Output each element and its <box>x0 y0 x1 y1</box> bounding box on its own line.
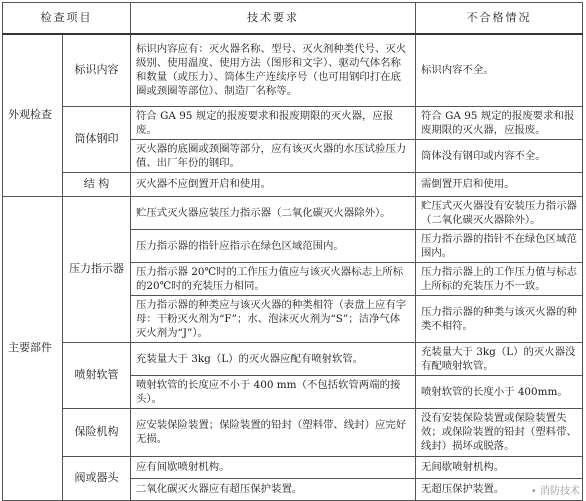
nonconformity-cell: 筒体没有钢印或内容不全。 <box>416 139 583 172</box>
subitem-safety: 保险机构 <box>63 408 131 456</box>
table-row <box>3 106 583 139</box>
requirement-cell: 应有间歇喷射机构。 <box>131 456 416 478</box>
requirement-cell: 二氧化碳灭火器应有超压保护装置。 <box>131 478 416 500</box>
requirement-cell: 符合 GA 95 规定的报废要求和报废期限的灭火器，应报废。 <box>131 106 416 139</box>
nonconformity-cell: 标识内容不全。 <box>416 34 583 106</box>
nonconformity-cell: 压力指示器的指针不在绿色区域范围内。 <box>416 229 583 262</box>
nonconformity-cell: 喷射软管的长度小于 400mm。 <box>416 375 583 408</box>
category-appearance: 外观检查 <box>3 34 63 196</box>
requirement-cell: 灭火器的底圈或颈圈等部分，应有该灭火器的水压试验压力值、出厂年份的钢印。 <box>131 139 416 172</box>
table-row <box>3 408 583 456</box>
table-header-row <box>3 3 583 35</box>
requirement-cell: 压力指示器 20℃时的工作压力值应与该灭火器标志上所标的20℃时的充装压力相同。 <box>131 262 416 295</box>
requirement-cell: 灭火器不应倒置开启和使用。 <box>131 172 416 196</box>
table-row <box>3 196 583 229</box>
nonconformity-cell: 无间歇喷射机构。 <box>416 456 583 478</box>
nonconformity-cell: 贮压式灭火器没有安装压力指示器（二氧化碳灭火器除外）。 <box>416 196 583 229</box>
subitem-structure: 结 构 <box>63 172 131 196</box>
subitem-cylinder-stamp: 筒体钢印 <box>63 106 131 172</box>
subitem-pressure-gauge: 压力指示器 <box>63 196 131 342</box>
nonconformity-cell: 压力指示器上的工作压力值与标志上所标的充装压力不一致。 <box>416 262 583 295</box>
requirement-cell: 标识内容应有：灭火器名称、型号、灭火剂种类代号、灭火级别、使用温度、使用方法（图形和文字）、驱动气体名称和数量（或压力）、筒体生产连续序号（也可用钢印打在底圈或颈圈等部位）、制造厂名称等。 <box>131 34 416 106</box>
nonconformity-cell: 需倒置开启和使用。 <box>416 172 583 196</box>
table-row <box>3 34 583 106</box>
nonconformity-cell: 符合 GA 95 规定的报废要求和报废期限的灭火器，应报废。 <box>416 106 583 139</box>
requirement-cell: 压力指示器的指针应指示在绿色区域范围内。 <box>131 229 416 262</box>
inspection-table <box>2 2 583 501</box>
subitem-label-tag: 标识内容 <box>63 34 131 106</box>
header-requirement: 技术要求 <box>131 3 416 35</box>
requirement-cell: 喷射软管的长度应不小于 400 mm（不包括软管两端的接头）。 <box>131 375 416 408</box>
requirement-cell: 应安装保险装置；保险装置的铅封（塑料带、线封）应完好无损。 <box>131 408 416 456</box>
header-item: 检查项目 <box>3 3 131 35</box>
subitem-hose: 喷射软管 <box>63 342 131 408</box>
requirement-cell: 贮压式灭火器应装压力指示器（二氧化碳灭火器除外）。 <box>131 196 416 229</box>
requirement-cell: 压力指示器的种类应与该灭火器的种类相符（表盘上应有字母：干粉灭火剂为“F”；水、泡沫灭火剂为“S”；洁净气体灭火剂为“J”）。 <box>131 295 416 342</box>
nonconformity-cell: 无超压保护装置。 <box>416 478 583 500</box>
subitem-valve: 阀或器头 <box>63 456 131 500</box>
header-nonconformity: 不合格情况 <box>416 3 583 35</box>
nonconformity-cell: 没有安装保险装置或保险装置失效；或保险装置的铅封（塑料带、线封）损坏或脱落。 <box>416 408 583 456</box>
nonconformity-cell: 压力指示器的种类与该灭火器的种类不相符。 <box>416 295 583 342</box>
nonconformity-cell: 充装量大于 3kg（L）的灭火器没有配喷射软管。 <box>416 342 583 375</box>
table-row <box>3 342 583 375</box>
watermark: • 消防技术 <box>529 482 582 497</box>
requirement-cell: 充装量大于 3kg（L）的灭火器应配有喷射软管。 <box>131 342 416 375</box>
table-row <box>3 456 583 478</box>
category-main-parts: 主要部件 <box>3 196 63 500</box>
table-row <box>3 172 583 196</box>
